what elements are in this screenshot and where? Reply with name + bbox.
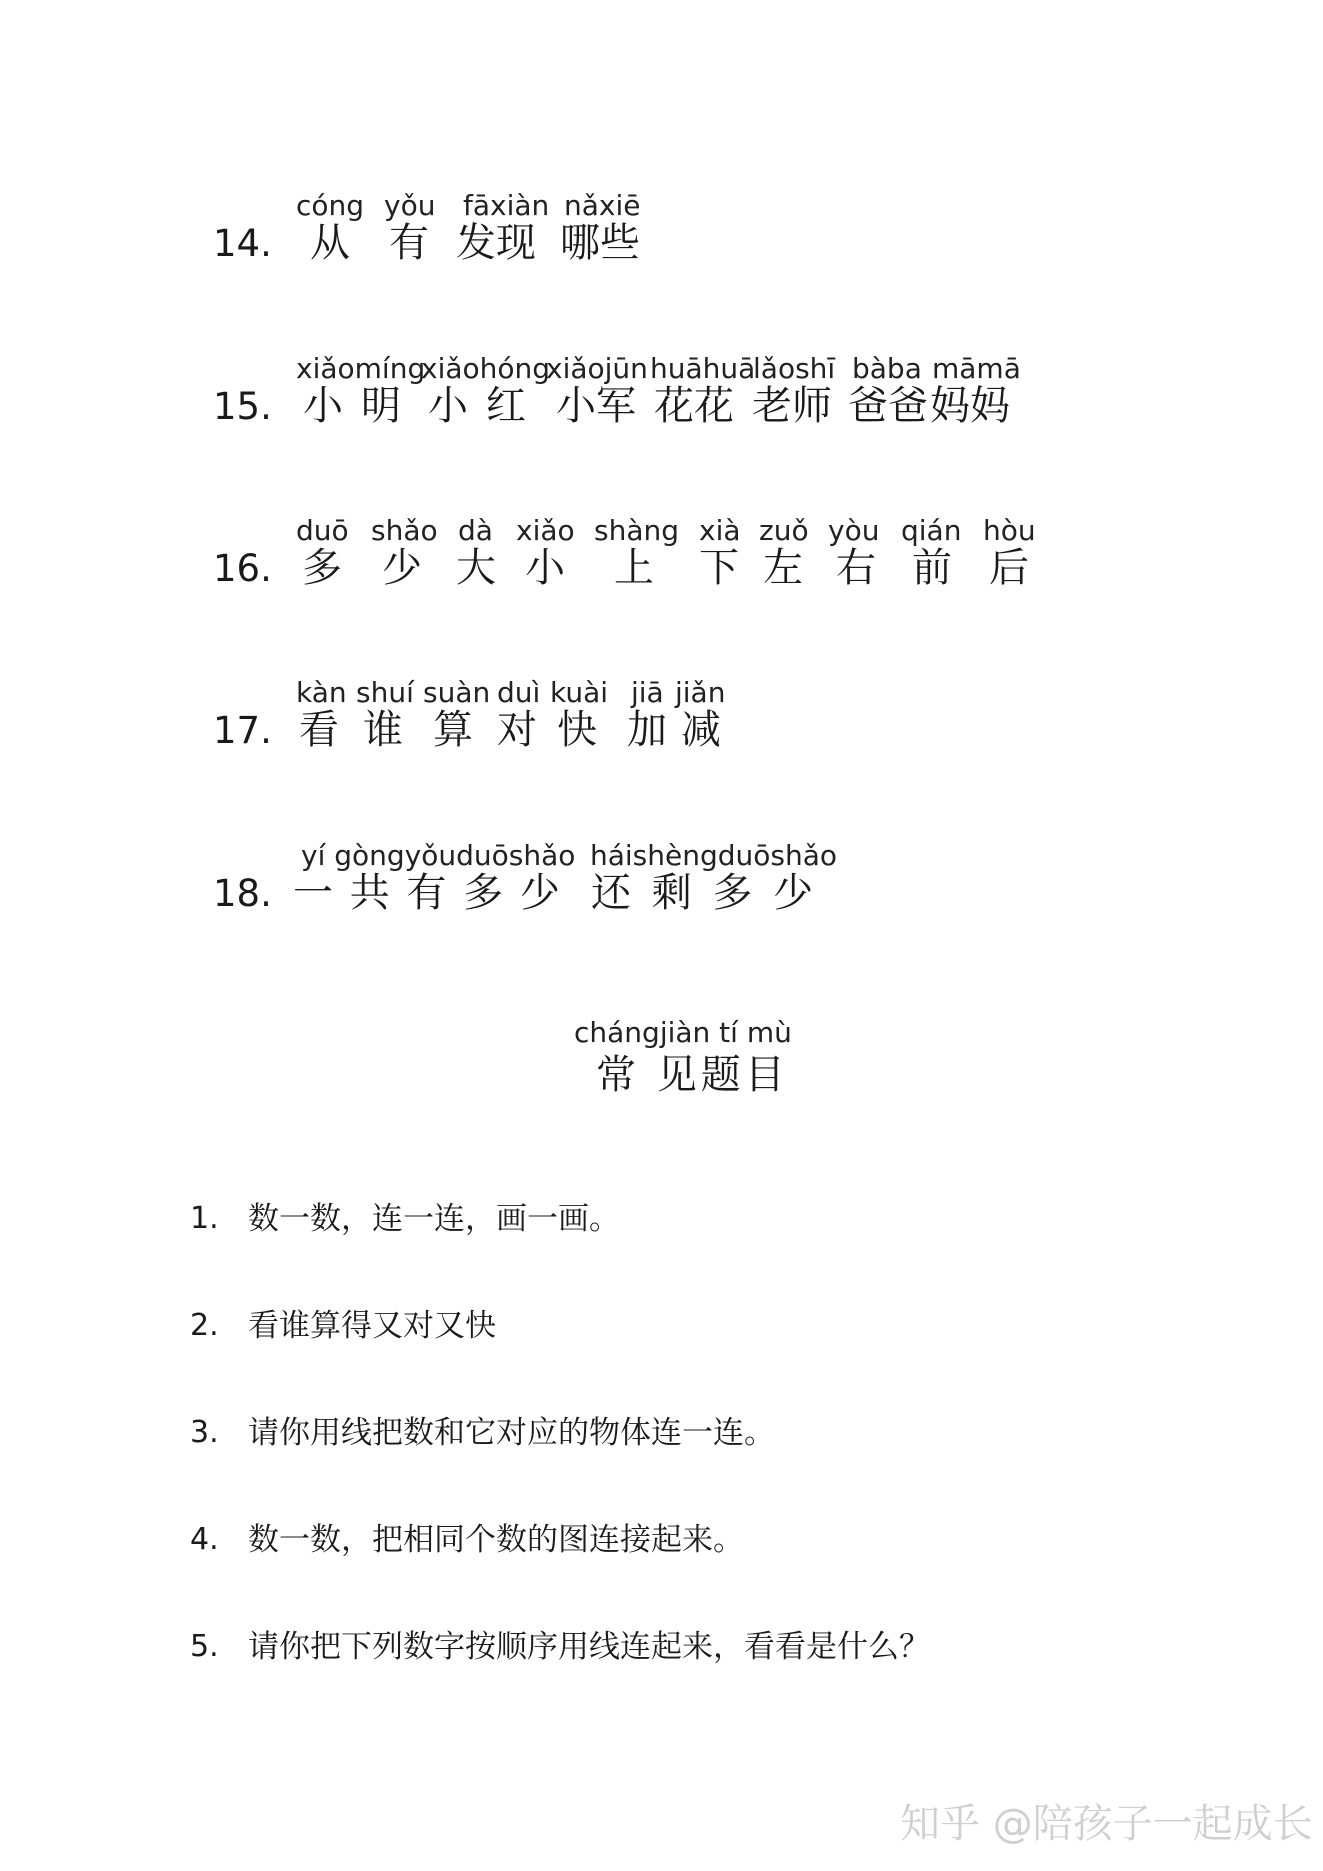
pinyin-word: xiǎo — [516, 514, 575, 547]
hanzi-word: 大 — [456, 545, 496, 591]
hanzi-row — [0, 870, 1323, 918]
hanzi-word: 从 — [310, 220, 350, 266]
vocab-entry-15 — [0, 353, 1323, 493]
pinyin-row — [0, 677, 1323, 711]
hanzi-word: 老师 — [752, 383, 832, 429]
pinyin-word: kàn — [296, 676, 347, 709]
pinyin-word: yòu — [828, 514, 880, 547]
pinyin-word: xiǎomíng — [296, 352, 426, 385]
hanzi-row — [0, 707, 1323, 755]
pinyin-word: duì — [497, 676, 541, 709]
pinyin-word: zuǒ — [759, 514, 809, 547]
question-item — [0, 1413, 1323, 1463]
hanzi-word: 还 剩 多 少 — [591, 870, 818, 916]
vocab-entry-14 — [0, 190, 1323, 330]
hanzi-word: 看 — [299, 707, 339, 753]
pinyin-word: xià — [699, 514, 741, 547]
hanzi-word: 哪些 — [560, 220, 640, 266]
entry-number: 16. — [213, 547, 272, 590]
hanzi-row — [0, 383, 1323, 431]
question-text: 请你用线把数和它对应的物体连一连。 — [248, 1415, 775, 1451]
hanzi-word: 小明 — [303, 383, 419, 429]
hanzi-word: 左 — [763, 545, 803, 591]
hanzi-word: 小军 — [556, 383, 636, 429]
entry-number: 18. — [213, 872, 272, 915]
pinyin-word: māmā — [932, 352, 1021, 385]
hanzi-word: 下 — [699, 545, 739, 591]
question-number: 3. — [190, 1415, 219, 1450]
question-text: 看谁算得又对又快 — [248, 1308, 496, 1344]
pinyin-word: háishèngduōshǎo — [590, 839, 838, 872]
hanzi-word: 减 — [681, 707, 721, 753]
hanzi-word: 花花 — [654, 383, 734, 429]
question-number: 5. — [190, 1629, 219, 1664]
pinyin-word: qián — [901, 514, 962, 547]
pinyin-row — [0, 515, 1323, 549]
question-text: 数一数，把相同个数的图连接起来。 — [248, 1522, 744, 1558]
pinyin-word: duō — [296, 514, 349, 547]
question-number: 4. — [190, 1522, 219, 1557]
hanzi-word: 爸爸 — [848, 383, 928, 429]
question-text: 数一数，连一连，画一画。 — [248, 1201, 620, 1237]
pinyin-word: suàn — [423, 676, 491, 709]
pinyin-row — [0, 190, 1323, 224]
pinyin-word: fāxiàn — [463, 189, 550, 222]
hanzi-word: 加 — [627, 707, 667, 753]
hanzi-word: 小红 — [428, 383, 544, 429]
pinyin-word: yǒu — [384, 189, 436, 222]
entry-number: 14. — [213, 222, 272, 265]
hanzi-row — [0, 220, 1323, 268]
hanzi-word: 少 — [382, 545, 422, 591]
pinyin-row — [0, 353, 1323, 387]
hanzi-word: 小 — [525, 545, 565, 591]
hanzi-word: 右 — [836, 545, 876, 591]
hanzi-word: 一 共 有 多 少 — [293, 870, 562, 916]
hanzi-row — [0, 545, 1323, 593]
hanzi-word: 前 — [912, 545, 952, 591]
pinyin-word: hòu — [983, 514, 1036, 547]
hanzi-word: 多 — [302, 545, 342, 591]
pinyin-word: kuài — [550, 676, 609, 709]
hanzi-word: 有 — [389, 220, 429, 266]
pinyin-word: xiǎojūn — [546, 352, 648, 385]
pinyin-word: huāhuā — [650, 352, 756, 385]
question-item — [0, 1199, 1323, 1249]
question-text: 请你把下列数字按顺序用线连起来，看看是什么？ — [248, 1629, 930, 1665]
section-title-pinyin: chángjiàn tí mù — [574, 1016, 792, 1049]
vocab-entry-17 — [0, 677, 1323, 817]
pinyin-row — [0, 840, 1323, 874]
pinyin-word: shǎo — [371, 514, 438, 547]
pinyin-word: dà — [458, 514, 493, 547]
entry-number: 17. — [213, 709, 272, 752]
hanzi-word: 算 — [433, 707, 473, 753]
pinyin-word: jiǎn — [675, 676, 726, 709]
hanzi-word: 妈妈 — [930, 383, 1010, 429]
hanzi-word: 上 — [614, 545, 654, 591]
pinyin-word: jiā — [631, 676, 664, 709]
hanzi-word: 后 — [989, 545, 1029, 591]
watermark: 知乎 @陪孩子一起成长 — [900, 1801, 1313, 1847]
pinyin-word: xiǎohóng — [421, 352, 551, 385]
pinyin-word: cóng — [296, 189, 365, 222]
vocab-entry-16 — [0, 515, 1323, 655]
question-item — [0, 1306, 1323, 1356]
vocab-entry-18 — [0, 840, 1323, 980]
question-number: 2. — [190, 1308, 219, 1343]
hanzi-word: 发现 — [456, 220, 536, 266]
pinyin-word: shàng — [594, 514, 680, 547]
pinyin-word: bàba — [852, 352, 922, 385]
pinyin-word: shuí — [356, 676, 414, 709]
question-number: 1. — [190, 1201, 219, 1236]
question-item — [0, 1520, 1323, 1570]
hanzi-word: 对 — [497, 707, 537, 753]
entry-number: 15. — [213, 385, 272, 428]
pinyin-word: lǎoshī — [753, 352, 836, 385]
question-item — [0, 1627, 1323, 1677]
hanzi-word: 谁 — [363, 707, 403, 753]
pinyin-word: yí gòngyǒuduōshǎo — [301, 839, 576, 872]
section-title: 常 见题目 — [596, 1052, 789, 1098]
hanzi-word: 快 — [557, 707, 597, 753]
pinyin-word: nǎxiē — [564, 189, 641, 222]
